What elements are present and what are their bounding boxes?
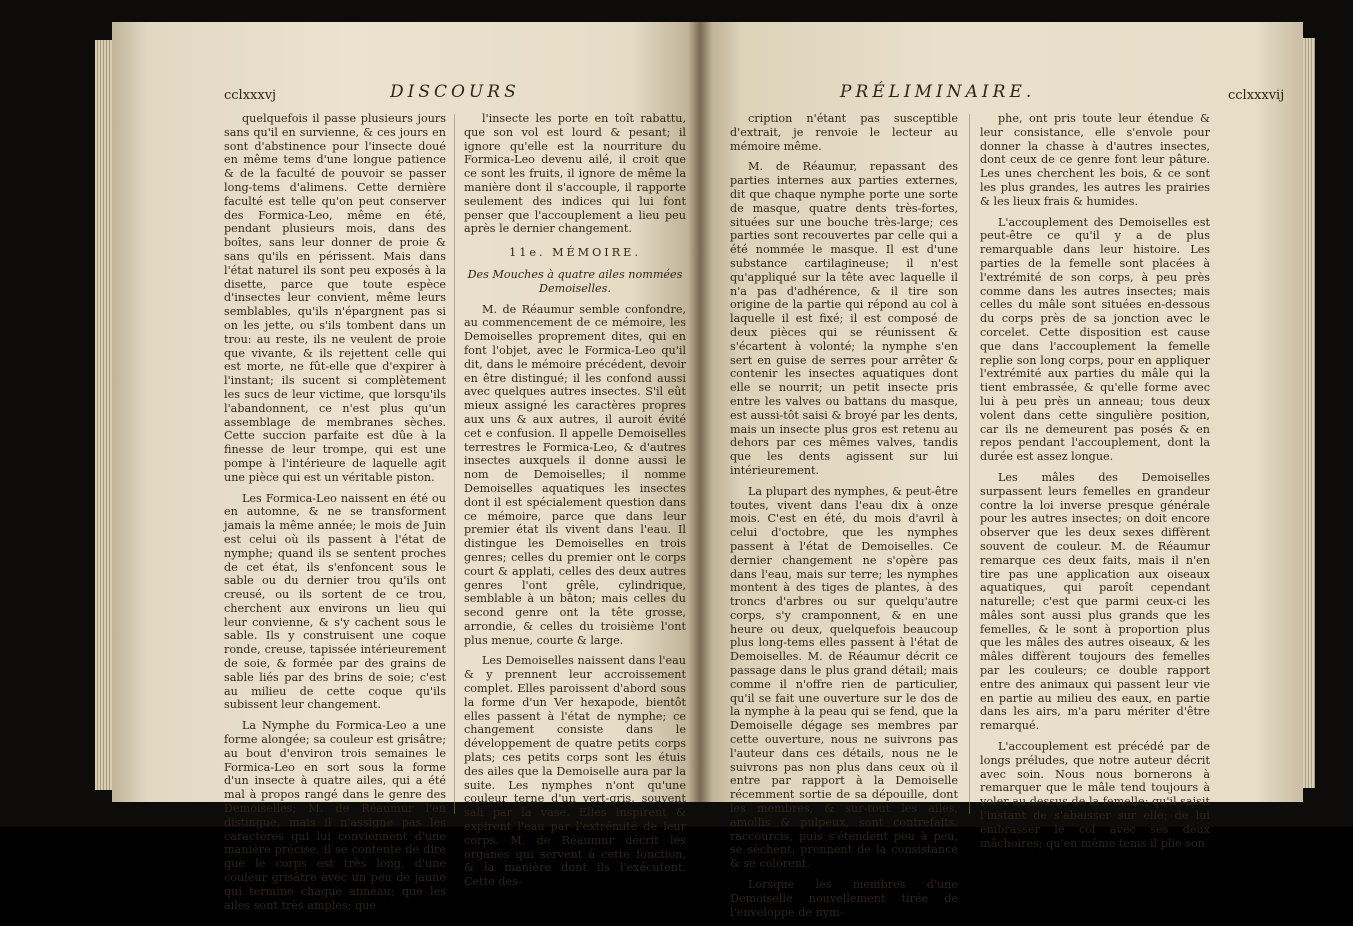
paragraph: M. de Réaumur, repassant des parties internes aux parties externes, dit que chaque nymphe porte une sorte de masque, quatre dents très-fortes, situées sur une bouche très-large; ces parties sont recouvertes par celle qui a été nommée le masque. Il est d'une substance cartilagineuse; il n'est qu'appliqué sur la tête avec laquelle il n'a pas d'adhérence, & il tire son origine de la partie qui répond au col à laquelle il est fixé; il est composé de deux pièces qui se réunissent & s'écartent à volonté; la nymphe s'en sert en guise de serres pour arrêter & contenir les insectes aquatiques dont elle se nourrit; un petit insecte pris entre les valves ou battans du masque, est aussi-tôt saisi & broyé par les dents, mais un insecte plus gros est retenu au dehors par ces mêmes valves, tandis que les dents agissent sur lui intérieurement. [730, 160, 958, 477]
paragraph: Les Formica-Leo naissent en été ou en automne, & ne se transforment jamais la même année; le mois de Juin est celui où ils passent à l'état de nymphe; quand ils se sentent proches de cet état, ils s'enfoncent sous le sable ou du dernier trou qu'ils ont creusé, ou ils sortent de ce trou, cherchent aux environs un lieu qui leur convienne, & s'y cachent sous le sable. Ils y construisent une coque ronde, creuse, tapissée intérieurement de soie, & formée par des grains de sable liés par des brins de soie; c'est au milieu de cette coque qu'ils subissent leur changement. [224, 491, 446, 712]
page-edges-right [1303, 38, 1315, 788]
page-edges-left [95, 40, 112, 790]
paragraph: La Nymphe du Formica-Leo a une forme alongée; sa couleur est grisâtre; au bout d'environ trois semaines le Formica-Leo en sort sous la forme d'un insecte à quatre ailes, qui a été mal à propos rangé dans le genre des Demoiselles; M. de Réaumur l'en distingue, mais il n'assigne pas les caractères qui lui conviennent d'une manière précise, il se contente de dire que le corps est très long, d'une couleur grisâtre avec un peu de jaune qui termine chaque anneau; que les ailes sont très amples; que [224, 719, 446, 912]
paragraph: L'accouplement des Demoiselles est peut-être ce qu'il y a de plus remarquable dans leur histoire. Les parties de la femelle sont placées à l'extrémité de son corps, à peu près comme dans les autres insectes; mais celles du mâle sont situées en-dessous du corps près de sa jonction avec le corcelet. Cette disposition est cause que dans l'accouplement la femelle replie son long corps, pour en appliquer l'extrémité aux parties du mâle qui la tient embrassée, & qu'elle forme avec lui à peu près un anneau; tous deux volent dans cette singulière position, car ils ne demeurent pas posés & en repos pendant l'accouplement, dont la durée est assez longue. [980, 215, 1210, 464]
column-divider [969, 114, 970, 814]
left-column-2 [464, 112, 686, 896]
paragraph: Lorsque les membres d'une Demoiselle nouvellement tirée de l'enveloppe de nym- [730, 878, 958, 919]
paragraph: M. de Réaumur semble confondre, au commencement de ce mémoire, les Demoiselles proprement dites, qui en font l'objet, avec le Formica-Leo qu'il dit, dans le mémoire précédent, devoir en être distingué; il les confond aussi avec quelques autres insectes. S'il eût mieux assigné les caractères propres aux uns & aux autres, il auroit évité cet e confusion. Il appelle Demoiselles terrestres le Formica-Leo, & d'autres insectes auxquels il donne aussi le nom de Demoiselles; il nomme Demoiselles aquatiques les insectes dont il est spécialement question dans ce mémoire, parce que dans leur premier état ils vivent dans l'eau. Il distingue les Demoiselles en trois genres; celles du premier ont le corps court & applati, celles des deux autres genres l'ont grêle, cylindrique, semblable à un bâton; mais celles du second genre ont la tête grosse, arrondie, & celles du troisième l'ont plus menue, courte & large. [464, 302, 686, 647]
paragraph: l'insecte les porte en toît rabattu, que son vol est lourd & pesant; il ignore qu'elle est la nourriture du Formica-Leo devenu ailé, il croit que ce sont les fruits, il ignore de même la manière dont il s'accouple, il rapporte seulement des indices qui lui font penser que l'accouplement a lieu peu après le dernier changement. [464, 112, 686, 236]
paragraph: Les Demoiselles naissent dans l'eau & y prennent leur accroissement complet. Elles paroissent d'abord sous la forme d'un Ver hexapode, bientôt elles passent à l'état de nymphe; ce changement consiste dans le développement de quatre petits corps plats; ces petits corps sont les étuis des ailes que la Demoiselle aura par la suite. Les nymphes n'ont qu'une couleur terne d'un vert-gris, souvent sali par la vase. Elles inspirent & expirent l'eau par l'extrémité de leur corps. M. de Réaumur décrit les organes qui servent à cette fonction, & la manière dont ils l'exécutent. Cette des- [464, 654, 686, 889]
left-running-head: DISCOURS [390, 82, 520, 102]
book-gutter [688, 22, 712, 802]
left-page [112, 22, 700, 912]
paragraph: La plupart des nymphes, & peut-être toutes, vivent dans l'eau dix à onze mois. C'est en été, du mois d'avril à celui d'octobre, que les nymphes passent à l'état de Demoiselles. Ce dernier changement ne s'opère pas dans l'eau, mais sur terre; les nymphes montent à des tiges de plantes, à des troncs d'arbres ou sur quelqu'autre corps, s'y cramponnent, & en une heure ou deux, quelquefois beaucoup plus long-tems elles passent à l'état de Demoiselles. M. de Réaumur décrit ce passage dans le plus grand détail; mais comme il n'offre rien de particulier, qu'il se fait une ouverture sur le dos de la nymphe à la peau qui se fend, que la Demoiselle dégage ses membres par cette ouverture, nous ne suivrons pas l'auteur dans ces détails, nous ne le suivrons pas non plus dans ceux où il entre par rapport à la Demoiselle récemment sortie de sa dépouille, dont les membres, & sur-tout les ailes, amollis & pulpeux, sont contrefaits, raccourcis, puis s'étendent peu à peu, se sèchent, prennent de la consistance & se colorent. [730, 484, 958, 871]
right-running-head: PRÉLIMINAIRE. [840, 82, 1036, 102]
right-page [700, 22, 1303, 919]
paragraph: Les mâles des Demoiselles surpassent leurs femelles en grandeur contre la loi inverse presque générale pour les autres insectes; on doit encore observer que les deux sexes diffèrent souvent de couleur. M. de Réaumur remarque ces deux faits, mais il n'en tire pas une application aux oiseaux aquatiques, qui paroît cependant naturelle; c'est que parmi ceux-ci les mâles sont aussi plus grands que les femelles, & le sont à proportion plus que les mâles des autres oiseaux, & les mâles diffèrent toujours des femelles par les couleurs; ce double rapport entre des animaux qui passent leur vie en partie au milieu des eaux, en partie dans les airs, m'a paru mériter d'être remarqué. [980, 470, 1210, 733]
paragraph: cription n'étant pas susceptible d'extrait, je renvoie le lecteur au mémoire même. [730, 112, 958, 153]
paragraph: quelquefois il passe plusieurs jours sans qu'il en survienne, & ces jours en sont d'abstinence pour l'insecte doué en même tems d'une longue patience & de la faculté de pouvoir se passer long-tems d'alimens. Cette dernière faculté est telle qu'on peut conserver des Formica-Leo, même en été, pendant plusieurs mois, dans des boîtes, sans leur donner de proie & sans qu'ils en périssent. Mais dans l'état naturel ils sont peu exposés à la disette, parce que toute espèce d'insectes leur convient, même leurs semblables, qu'ils n'épargnent pas si on les jette, ou s'ils tombent dans un trou: au reste, ils ne veulent de proie que vivante, & ils rejettent celle qui est morte, ne fût-elle que d'expirer à l'instant; ils sucent si complètement les sucs de leur victime, que lorsqu'ils l'abandonnent, ce n'est plus qu'un assemblage de membranes sèches. Cette succion parfaite est dûe à la finesse de leur trompe, qui est une pompe à l'intérieure de laquelle agit une pièce qui est un véritable piston. [224, 112, 446, 484]
memoire-title: Des Mouches à quatre ailes nommées Demoiselles. [467, 267, 683, 295]
right-column-2 [980, 112, 1210, 857]
column-divider [454, 114, 455, 814]
paragraph: phe, ont pris toute leur étendue & leur consistance, elle s'envole pour donner la chasse à d'autres insectes, dont ceux de ce genre font leur pâture. Les unes cherchent les bois, & ce sont les plus grandes, les autres les prairies & les lieux frais & humides. [980, 112, 1210, 208]
right-column-1 [730, 112, 958, 926]
right-folio: cclxxxvij [1228, 88, 1285, 103]
memoire-label: 11e. MÉMOIRE. [509, 246, 641, 260]
left-column-1 [224, 112, 446, 919]
paragraph: L'accouplement est précédé par de longs préludes, que notre auteur décrit avec soin. Nous nous bornerons à remarquer que le mâle tend toujours à voler au dessus de la femelle; qu'il saisit l'instant de s'abaisser sur elle; de lui embrasser le col avec ses deux mâchoires; qu'en même tems il plie son [980, 740, 1210, 850]
left-folio: cclxxxvj [224, 88, 277, 103]
